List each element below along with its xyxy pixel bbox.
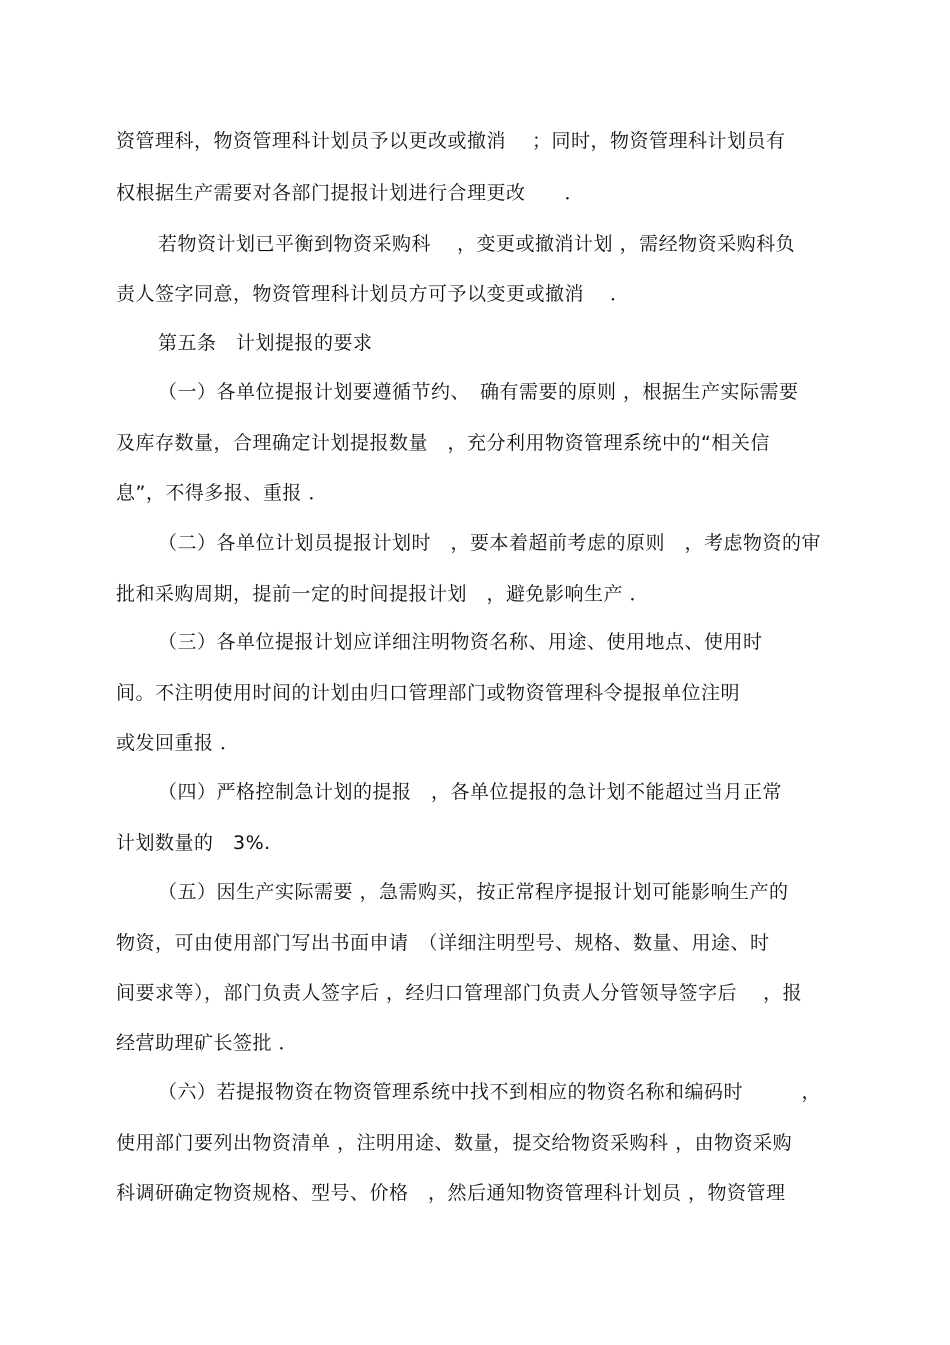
text-line: 经营助理矿长签批 ． [116, 1032, 299, 1054]
text-line: （三）各单位提报计划应详细注明物资名称、用途、使用地点、使用时 [158, 631, 763, 653]
article-heading: 第五条 计划提报的要求 [158, 332, 373, 354]
text-line: 责人签字同意，物资管理科计划员方可予以变更或撤消 ． [116, 283, 630, 305]
text-line: （二）各单位计划员提报计划时 ，要本着超前考虑的原则 ，考虑物资的审 [158, 532, 822, 554]
text-line: 资管理科，物资管理科计划员予以更改或撤消 ；同时，物资管理科计划员有 [116, 130, 786, 152]
text-line: 或发回重报 ． [116, 732, 240, 754]
text-line: 及库存数量，合理确定计划提报数量 ，充分利用物资管理系统中的“相关信 [116, 432, 770, 454]
text-line: 若物资计划已平衡到物资采购科 ，变更或撤消计划 ，需经物资采购科负 [158, 233, 796, 255]
text-line: 间。不注明使用时间的计划由归口管理部门或物资管理科令提报单位注明 [116, 682, 741, 704]
text-line: （四）严格控制急计划的提报 ，各单位提报的急计划不能超过当月正常 [158, 781, 783, 803]
text-line: （六）若提报物资在物资管理系统中找不到相应的物资名称和编码时 ， [158, 1081, 822, 1103]
text-line: 计划数量的 3%. [116, 832, 271, 854]
text-line: 科调研确定物资规格、型号、价格 ，然后通知物资管理科计划员 ，物资管理 [116, 1182, 786, 1204]
text-line: 批和采购周期，提前一定的时间提报计划 ，避免影响生产 ． [116, 583, 650, 605]
text-line: 息”，不得多报、重报 ． [116, 482, 328, 504]
text-line: 物资，可由使用部门写出书面申请 （详细注明型号、规格、数量、用途、时 [116, 932, 770, 954]
text-line: （五）因生产实际需要 ，急需购买，按正常程序提报计划可能影响生产的 [158, 881, 789, 903]
text-line: （一）各单位提报计划要遵循节约、 确有需要的原则 ，根据生产实际需要 [158, 381, 799, 403]
text-line: 间要求等），部门负责人签字后 ，经归口管理部门负责人分管领导签字后 ，报 [116, 982, 803, 1004]
text-line: 使用部门要列出物资清单 ，注明用途、数量，提交给物资采购科 ，由物资采购 [116, 1132, 793, 1154]
text-line: 权根据生产需要对各部门提报计划进行合理更改 ． [116, 182, 585, 204]
